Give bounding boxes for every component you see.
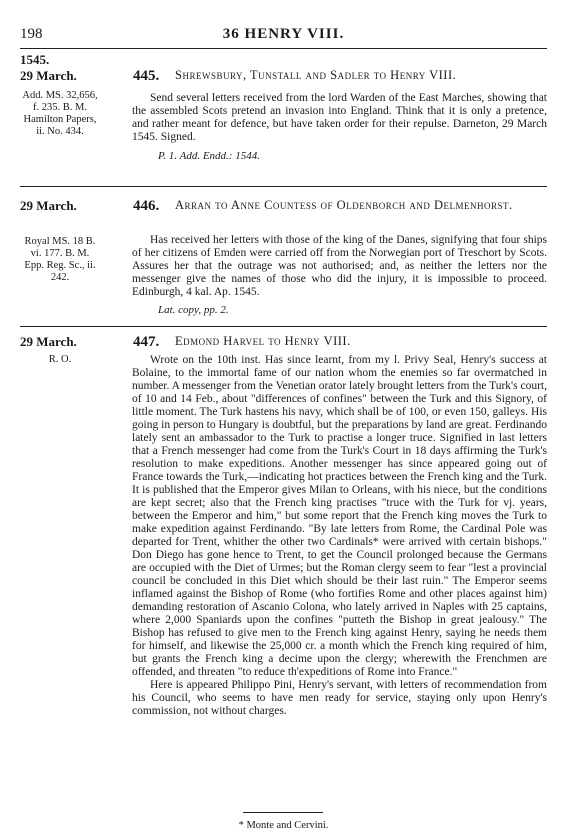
entry-number: 445. [133, 68, 160, 84]
entry-title: Arran to Anne Countess of Oldenborch and Delmenhorst. [175, 198, 513, 212]
entry-paragraph: Here is appeared Philippo Pini, Henry's servant, with letters of recommendation from his Council, who seems to have men ready for service, staying only upon Henry's commission, not without charges. [132, 679, 547, 717]
entry-meta: Lat. copy, pp. 2. [158, 304, 229, 316]
entry-source: R. O. [48, 354, 72, 365]
year-label: 1545. [20, 52, 50, 67]
entry-meta: P. 1. Add. Endd.: 1544. [158, 150, 260, 162]
page-number: 198 [20, 26, 43, 42]
entry-body [132, 354, 547, 718]
entry-date: 29 March. [20, 68, 77, 83]
entry-number: 447. [133, 334, 160, 350]
running-title: 36 HENRY VIII. [222, 26, 345, 42]
footnote-rule [243, 812, 323, 813]
entry-date: 29 March. [20, 198, 77, 213]
entry-source: Add. MS. 32,656, f. 235. B. M. Hamilton Papers, ii. No. 434. [22, 90, 98, 137]
entry-source: Royal MS. 18 B. vi. 177. B. M. Epp. Reg. Sc., ii. 242. [24, 236, 96, 283]
footnote: * Monte and Cervini. [238, 820, 329, 831]
entry-number: 446. [133, 198, 160, 214]
entry-paragraph: Wrote on the 10th inst. Has since learnt, from my l. Privy Seal, Henry's success at Bolaine, to the immortal fame of our nation whom the enemies so far overmatched in number. A messenger from the Venetian orator lately brought letters from the Turk's court, of 10 and 14 Feb., about "differences of confines" between the Turk and this Signory, of little moment. The Turk hastens his navy, which shall be of 100, or even 150, galleys. His going in person to Hungary is doubtful, but the preparations by land are great. Ferdinando lately sent an ambassador to the Turk to practise a longer truce. Signified in last letters that a French messenger had come from the Turk's Court in 18 days affirming the Turk's resolution to make expeditions. Another messenger has since appeared going out of France towards the Turk,—indicating hot practices between the French king and the Turk. It is published that the Emperor gives Milan to Orleans, with his niece, but the conditions are kept secret; also that the French king practises "truce with the Turk for vj. years, between the Emperor and him," but some report that the French king moves the Turk to make expedition against Ferdinando. "By late letters from Rome, the Cardinal Pole was departed for Trent, whither the other two Cardinals* were arrived with certain bishops." Don Diego has gone hence to Trent, to get the Council prolonged because the Germans are occupied with the Diet of Urmes; but the Roman clergy seem to fear "lest a provincial council be concluded in this Diet which should be their last ruin." The Emperor seems inflamed against the Bishop of Rome (who fortifies Rome and other places against him) demanding restoration of Ascanio Colona, who lately arrived in Naples with 25 captains, where 2,000 Spaniards upon the confines "putteth the Bishop in great jealousy." The Bishop has refused to give men to the French king against Henry, saying he needs them for himself, and likewise the 25,000 cr. a month which the French king required of him, but grants the French king a decime upon the clergy; wherewith the Frenchmen are offended, and threaten "to reduce th'expeditions of Rome into France." [132, 354, 547, 678]
entry-rule [20, 186, 547, 187]
entry-date: 29 March. [20, 334, 77, 349]
entry-447 [20, 334, 547, 814]
entry-body: Send several letters received from the lord Warden of the East Marches, showing that the assembled Scots pretend an invasion into England. Think that it is only a pretence, and rather meant for defence, but have taken order for their repulse. Darneton, 29 March 1545. Signed. [132, 92, 547, 143]
entry-rule [20, 326, 547, 327]
page-header [20, 26, 547, 48]
header-rule [20, 48, 547, 49]
entry-body: Has received her letters with those of the king of the Danes, signifying that four ships of her citizens of Emden were carried off from the Norwegian port of Treschort by Scots. Assures her that the outrage was not authorised; and, as neither the letters nor the messenger give the names of those who did the injury, it is impossible to proceed. Edinburgh, 4 kal. Ap. 1545. [132, 234, 547, 298]
entry-445 [20, 68, 547, 196]
entry-title: Shrewsbury, Tunstall and Sadler to Henry VIII. [175, 68, 457, 82]
entry-446 [20, 198, 547, 328]
entry-title: Edmond Harvel to Henry VIII. [175, 334, 351, 348]
